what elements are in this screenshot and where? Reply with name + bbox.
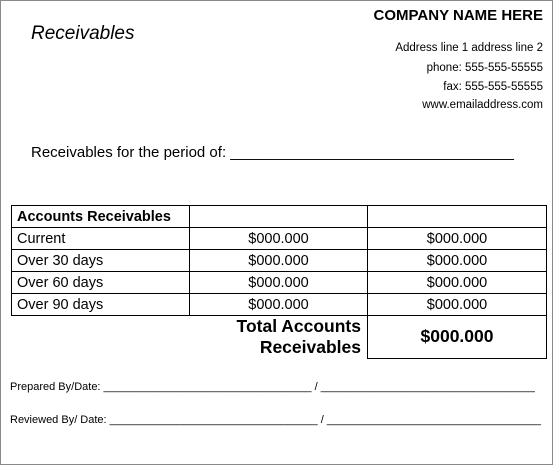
row-label: Current	[12, 228, 190, 250]
row-value-col3: $000.000	[368, 250, 547, 272]
table-row	[12, 272, 547, 294]
company-fax: fax: 555-555-55555	[443, 81, 543, 93]
header-accounts-receivables: Accounts Receivables	[12, 206, 190, 228]
row-value-col3: $000.000	[368, 294, 547, 316]
receivables-table	[11, 205, 547, 359]
table-header-row	[12, 206, 547, 228]
total-row	[12, 316, 547, 359]
row-value-col3: $000.000	[368, 272, 547, 294]
company-phone: phone: 555-555-55555	[426, 62, 543, 74]
table-row	[12, 250, 547, 272]
total-label: Total Accounts Receivables	[190, 316, 368, 359]
row-label: Over 30 days	[12, 250, 190, 272]
page-title: Receivables	[31, 23, 135, 44]
row-label: Over 60 days	[12, 272, 190, 294]
table-row	[12, 228, 547, 250]
total-value: $000.000	[368, 316, 547, 359]
company-name: COMPANY NAME HERE	[373, 7, 543, 24]
total-spacer	[12, 316, 190, 359]
header-cell-3	[368, 206, 547, 228]
row-value-col2: $000.000	[190, 228, 368, 250]
company-address: Address line 1 address line 2	[395, 42, 543, 54]
reviewed-by-line: Reviewed By/ Date: __________________________________ / ___________________________________	[10, 414, 541, 426]
row-value-col3: $000.000	[368, 228, 547, 250]
row-label: Over 90 days	[12, 294, 190, 316]
row-value-col2: $000.000	[190, 250, 368, 272]
company-website: www.emailaddress.com	[422, 99, 543, 111]
header-cell-2	[190, 206, 368, 228]
row-value-col2: $000.000	[190, 272, 368, 294]
table-row	[12, 294, 547, 316]
period-line: Receivables for the period of: __________________________________	[31, 144, 514, 161]
row-value-col2: $000.000	[190, 294, 368, 316]
prepared-by-line: Prepared By/Date: __________________________________ / ___________________________________	[10, 381, 535, 393]
